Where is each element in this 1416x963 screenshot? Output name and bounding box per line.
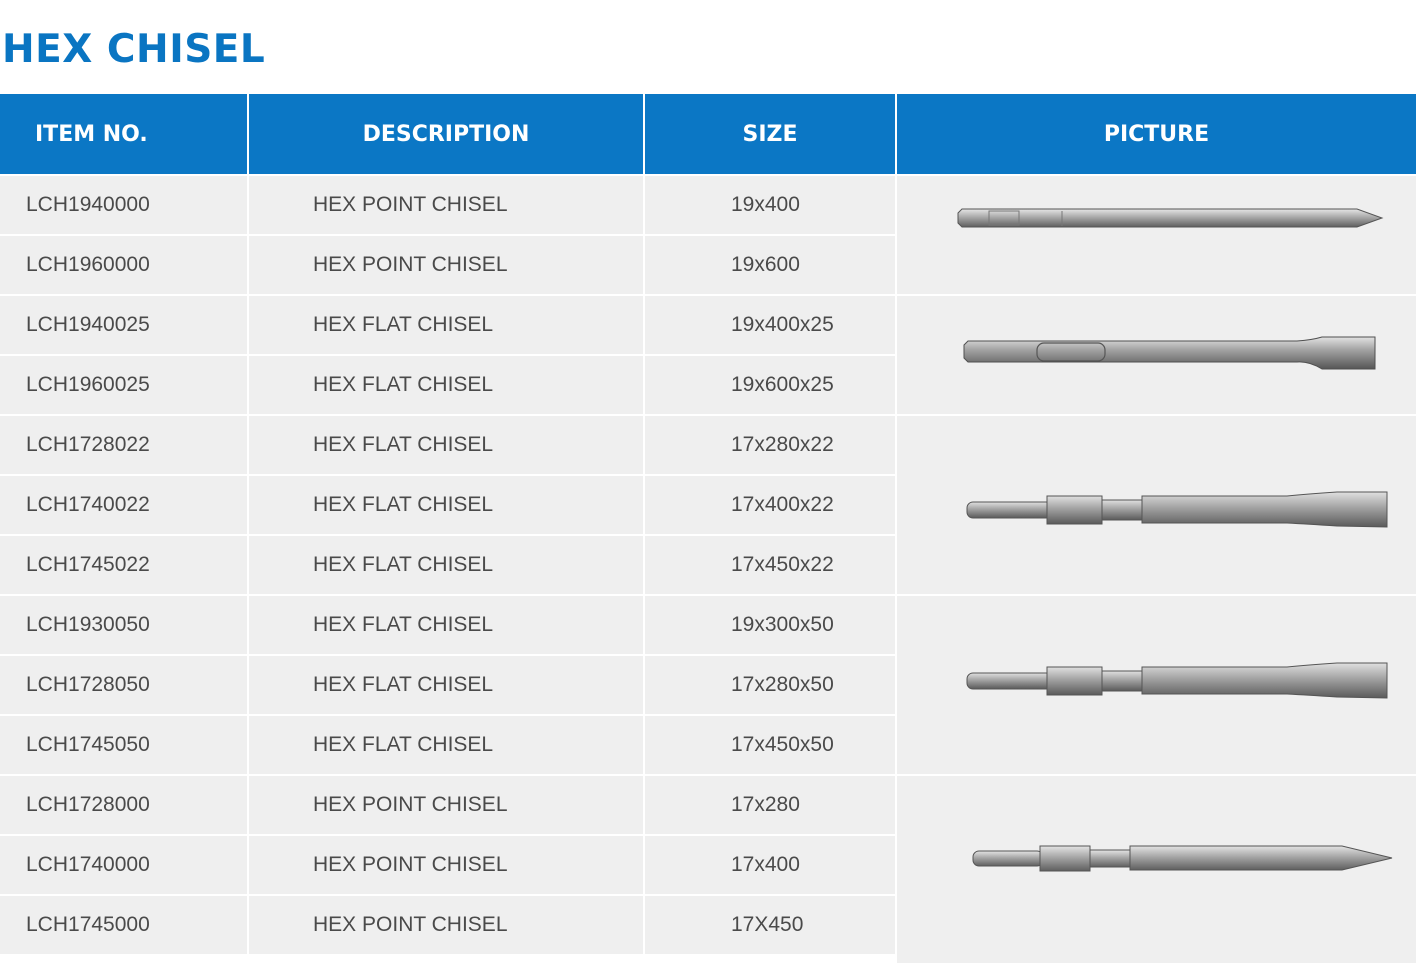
table-row-desc	[249, 176, 643, 234]
item-description: HEX POINT CHISEL	[313, 193, 508, 216]
table-row-size	[645, 416, 895, 474]
picture-cell-2	[897, 296, 1416, 414]
short-hex-point-chisel-icon	[897, 776, 1416, 963]
item-description: HEX FLAT CHISEL	[313, 613, 494, 636]
table-row-size	[645, 656, 895, 714]
picture-cell-5	[897, 776, 1416, 963]
item-number: LCH1940000	[26, 193, 150, 216]
item-description: HEX FLAT CHISEL	[313, 673, 494, 696]
table-row-size	[645, 596, 895, 654]
table-row-size	[645, 296, 895, 354]
header-picture	[897, 94, 1416, 174]
item-number: LCH1745022	[26, 553, 150, 576]
item-number: LCH1960025	[26, 373, 150, 396]
item-description: HEX FLAT CHISEL	[313, 553, 494, 576]
table-row-desc	[249, 776, 643, 834]
item-size: 19x400	[731, 193, 800, 216]
table-row-size	[645, 356, 895, 414]
long-hex-point-chisel-icon	[897, 176, 1416, 294]
picture-cell-1	[897, 176, 1416, 294]
table-row-size	[645, 836, 895, 894]
item-size: 17x280x22	[731, 433, 834, 456]
item-size: 17x400x22	[731, 493, 834, 516]
item-description: HEX FLAT CHISEL	[313, 313, 494, 336]
table-row-item	[0, 416, 247, 474]
item-size: 17x280x50	[731, 673, 834, 696]
item-description: HEX FLAT CHISEL	[313, 493, 494, 516]
table-row-desc	[249, 656, 643, 714]
header-picture-label: PICTURE	[1103, 121, 1210, 147]
table-row-item	[0, 176, 247, 234]
wide-hex-flat-chisel-icon	[897, 596, 1416, 774]
header-size-label: SIZE	[742, 121, 798, 147]
table-row-size	[645, 776, 895, 834]
table-row-item	[0, 836, 247, 894]
table-row-desc	[249, 536, 643, 594]
table-row-desc	[249, 296, 643, 354]
table-row-desc	[249, 236, 643, 294]
item-size: 17x280	[731, 793, 800, 816]
item-size: 17x450x22	[731, 553, 834, 576]
page-title: HEX CHISEL	[2, 27, 266, 72]
item-size: 19x600x25	[731, 373, 834, 396]
item-description: HEX POINT CHISEL	[313, 793, 508, 816]
header-item-no-label: ITEM NO.	[35, 121, 148, 147]
table-row-size	[645, 236, 895, 294]
table-row-item	[0, 296, 247, 354]
header-item-no	[0, 94, 247, 174]
table-row-size	[645, 176, 895, 234]
picture-cell-3	[897, 416, 1416, 594]
item-number: LCH1728000	[26, 793, 150, 816]
item-description: HEX POINT CHISEL	[313, 853, 508, 876]
item-description: HEX FLAT CHISEL	[313, 433, 494, 456]
item-description: HEX FLAT CHISEL	[313, 373, 494, 396]
item-number: LCH1930050	[26, 613, 150, 636]
table-row-desc	[249, 836, 643, 894]
table-row-desc	[249, 596, 643, 654]
table-row-item	[0, 356, 247, 414]
item-number: LCH1960000	[26, 253, 150, 276]
item-number: LCH1745050	[26, 733, 150, 756]
table-row-item	[0, 236, 247, 294]
table-row-item	[0, 536, 247, 594]
short-hex-flat-chisel-icon	[897, 416, 1416, 594]
table-row-item	[0, 476, 247, 534]
item-size: 19x600	[731, 253, 800, 276]
long-hex-flat-chisel-icon	[897, 296, 1416, 414]
item-number: LCH1728022	[26, 433, 150, 456]
item-size: 17x400	[731, 853, 800, 876]
item-size: 19x400x25	[731, 313, 834, 336]
table-row-desc	[249, 896, 643, 954]
item-description: HEX POINT CHISEL	[313, 253, 508, 276]
header-description	[249, 94, 643, 174]
table-row-size	[645, 896, 895, 954]
table-row-item	[0, 896, 247, 954]
table-row-item	[0, 776, 247, 834]
table-row-item	[0, 596, 247, 654]
table-row-desc	[249, 416, 643, 474]
table-row-item	[0, 656, 247, 714]
item-number: LCH1740000	[26, 853, 150, 876]
item-number: LCH1740022	[26, 493, 150, 516]
item-number: LCH1728050	[26, 673, 150, 696]
header-size	[645, 94, 895, 174]
table-row-size	[645, 536, 895, 594]
table-row-size	[645, 716, 895, 774]
item-description: HEX POINT CHISEL	[313, 913, 508, 936]
item-number: LCH1940025	[26, 313, 150, 336]
picture-cell-4	[897, 596, 1416, 774]
table-row-item	[0, 716, 247, 774]
item-number: LCH1745000	[26, 913, 150, 936]
table-row-size	[645, 476, 895, 534]
chisel-table	[0, 94, 1416, 963]
item-size: 17X450	[731, 913, 804, 936]
table-row-desc	[249, 476, 643, 534]
item-size: 19x300x50	[731, 613, 834, 636]
item-description: HEX FLAT CHISEL	[313, 733, 494, 756]
header-description-label: DESCRIPTION	[362, 121, 530, 147]
table-row-desc	[249, 356, 643, 414]
item-size: 17x450x50	[731, 733, 834, 756]
table-row-desc	[249, 716, 643, 774]
